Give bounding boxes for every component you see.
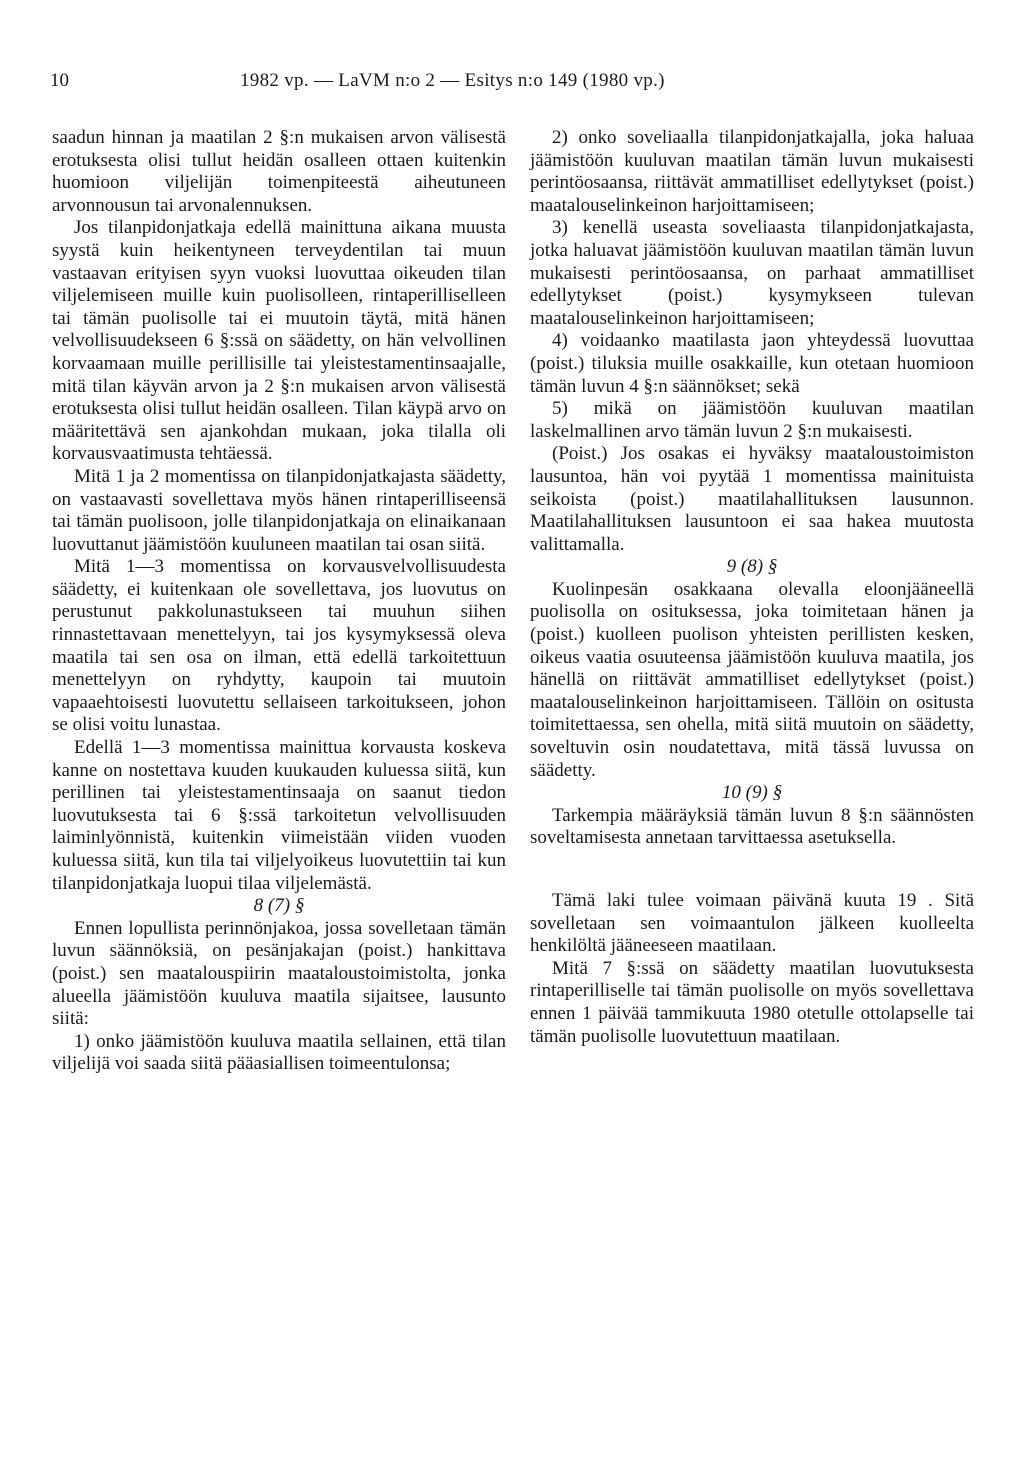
paragraph: Mitä 7 §:ssä on säädetty maatilan luovutuksesta rintaperilliselle tai tämän puolisolle on myös sovellettava ennen 1 päivää tammikuuta 1980 otetulle ottolapselle tai tämän puolisolle luovutettuun maatilaan. [530, 957, 974, 1047]
paragraph: 4) voidaanko maatilasta jaon yhteydessä luovuttaa (poist.) tiluksia muille osakkaille, kun otetaan huomioon tämän luvun 4 §:n säännökset; sekä [530, 330, 974, 397]
paragraph: Tarkempia määräyksiä tämän luvun 8 §:n säännösten soveltamisesta annetaan tarvittaessa asetuksella. [530, 804, 974, 849]
paragraph: (Poist.) Jos osakas ei hyväksy maataloustoimiston lausuntoa, hän voi pyytää 1 momentissa mainituista seikoista (poist.) maatilahallituksen lausunnon. Maatilahallituksen lausuntoon ei saa hakea muutosta valittamalla. [530, 443, 974, 555]
paragraph: Jos tilanpidonjatkaja edellä mainittuna aikana muusta syystä kuin heikentyneen terveydentilan tai muun vastaavan erityisen syyn vuoksi luovuttaa oikeuden tilan viljelemiseen muille kuin puolisolleen, rintaperilliselleen tai tämän puolisolle tai ei muutoin täytä, mitä hänen velvollisuudekseen 6 §:ssä on säädetty, on hän velvollinen korvaamaan muille perillisille tai yleistestamentinsaajalle, mitä tilan käyvän arvon ja 2 §:n mukaisen arvon välisestä erotuksesta olisi tullut heidän osalleen. Tilan käypä arvo on määritettävä sen ajankohdan mukaan, joka tilalla oli korvausvaatimusta tehtäessä. [52, 217, 506, 465]
header-title: 1982 vp. — LaVM n:o 2 — Esitys n:o 149 (1980 vp.) [240, 70, 665, 91]
section-heading: 9 (8) § [726, 556, 778, 578]
paragraph: 2) onko soveliaalla tilanpidonjatkajalla, joka haluaa jäämistöön kuuluvan maatilan tämän luvun mukaisesti perintöosaansa, riittävät ammatilliset edellytykset (poist.) maatalouselinkeinon harjoittamiseen; [530, 127, 974, 216]
paragraph: saadun hinnan ja maatilan 2 §:n mukaisen arvon välisestä erotuksesta olisi tullut heidän osalleen ottaen kuitenkin huomioon viljelijän toimenpiteestä aiheutuneen arvonnousun tai arvonalennuksen. [52, 127, 506, 216]
paragraph: 3) kenellä useasta soveliaasta tilanpidonjatkajasta, jotka haluavat jäämistöön kuuluvan maatilan tämän luvun mukaisesti perintöosaansa, on parhaat ammatilliset edellytykset (poist.) kysymykseen tulevan maatalouselinkeinon harjoittamiseen; [530, 217, 974, 329]
left-column [52, 127, 506, 1076]
paragraph: Edellä 1—3 momentissa mainittua korvausta koskeva kanne on nostettava kuuden kuukauden kuluessa siitä, kun perillinen tai yleistestamentinsaaja on saanut tiedon luovutuksesta tai 6 §:ssä tarkoitetun velvollisuuden laiminlyönnistä, kuitenkin viimeistään viiden vuoden kuluessa siitä, kun tila tai viljelyoikeus luovutettiin tai kun tilanpidonjatkaja luopui tilaa viljelemästä. [52, 737, 506, 894]
section-heading: 8 (7) § [253, 895, 305, 917]
spacer [530, 850, 974, 890]
paragraph: Tämä laki tulee voimaan päivänä kuuta 19 . Sitä sovelletaan sen voimaantulon jälkeen kuolleelta henkilöltä jääneeseen maatilaan. [530, 890, 974, 957]
right-column [530, 127, 974, 1048]
page-number: 10 [50, 70, 69, 91]
page-header [50, 70, 974, 96]
section-heading: 10 (9) § [721, 782, 783, 804]
paragraph: 5) mikä on jäämistöön kuuluvan maatilan laskelmallinen arvo tämän luvun 2 §:n mukaisesti. [530, 398, 974, 442]
paragraph: Mitä 1 ja 2 momentissa on tilanpidonjatkajasta säädetty, on vastaavasti sovellettava myös hänen rintaperilliseensä tai tämän puolisoon, jolle tilanpidonjatkaja on elinaikanaan luovuttanut jäämistöön kuuluneen maatilan tai osan siitä. [52, 465, 506, 555]
paragraph: Mitä 1—3 momentissa on korvausvelvollisuudesta säädetty, ei kuitenkaan ole sovellettava, jos luovutus on perustunut pakkolunastukseen tai muuhun siihen rinnastettavaan menettelyyn, tai jos kysymyksessä oleva maatila tai sen osa on ilman, että edellä tarkoitettuun menettelyyn on ryhdytty, kaupoin tai muutoin vapaaehtoisesti luovutettu sellaiseen tarkoitukseen, johon se olisi voitu lunastaa. [52, 556, 506, 736]
paragraph: Ennen lopullista perinnönjakoa, jossa sovelletaan tämän luvun säännöksiä, on pesänjakajan (poist.) hankittava (poist.) sen maatalouspiirin maataloustoimistolta, jonka alueella jäämistöön kuuluva maatila sijaitsee, lausunto siitä: [52, 917, 506, 1030]
paragraph: 1) onko jäämistöön kuuluva maatila sellainen, että tilan viljelijä voi saada siitä pääasiallisen toimeentulonsa; [52, 1030, 506, 1075]
paragraph: Kuolinpesän osakkaana olevalla eloonjääneellä puolisolla on osituksessa, joka toimitetaan hänen ja (poist.) kuolleen puolison yhteisten perillisten kesken, oikeus vaatia osuuteensa jäämistöön kuuluva maatila, jos hänellä on riittävät ammatilliset edellytykset (poist.) maatalouselinkeinon harjoittamiseen. Tällöin on ositusta toimitettaessa, sen ohella, mitä siitä muutoin on säädetty, soveltuvin osin noudatettava, mitä tässä luvussa on säädetty. [530, 578, 974, 781]
